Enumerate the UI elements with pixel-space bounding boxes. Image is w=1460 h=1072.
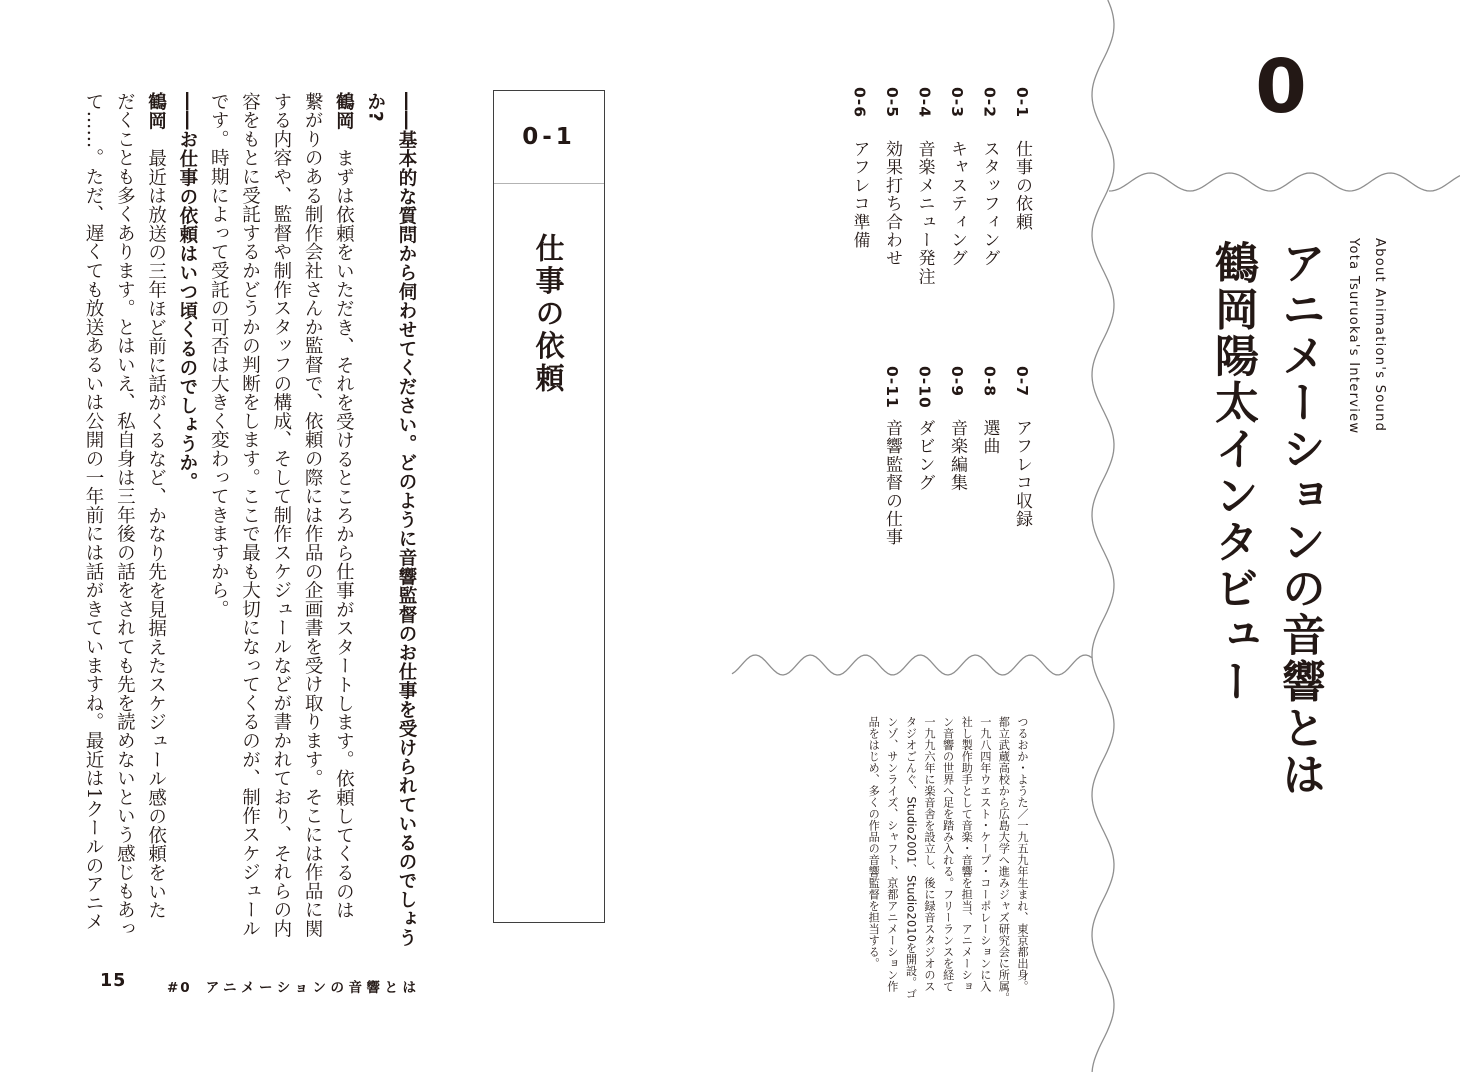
footer-chapter-title: アニメーションの音響とは: [205, 980, 421, 996]
body-text-column: 鶴岡 最近は放送の三年ほど前に話がくるなど、かなり先を見据えたスケジュール感の依頼をいた: [145, 92, 167, 920]
toc-item-number: 0-9: [948, 366, 966, 398]
body-text-column: 鶴岡 まずは依頼をいただき、それを受けるところから仕事がスタートします。依頼してくるのは: [333, 92, 355, 920]
chapter-title-line1: アニメーションの音響とは: [1274, 240, 1325, 798]
chapter-title-line2: 鶴岡陽太インタビュー: [1207, 240, 1258, 705]
toc-item: [973, 366, 1006, 646]
toc-item-label: 音楽編集: [947, 419, 967, 492]
body-text-column: 容をもとに受託するかどうかの判断をします。ここで最も大切になってくるのが、制作スケジュール: [239, 92, 261, 938]
toc-item-number: 0-7: [1013, 366, 1031, 398]
bio-column: 社し製作助手として音楽・音響を担当、アニメーショ: [960, 716, 974, 992]
toc-group-2: [876, 366, 1039, 646]
toc-item-number: 0-11: [883, 366, 901, 409]
toc-item: [941, 366, 974, 646]
toc-item-number: 0-10: [915, 366, 934, 409]
toc-item-label: 仕事の依頼: [1012, 140, 1032, 231]
interview-body: [76, 92, 422, 954]
toc-group-1: [843, 87, 1038, 367]
toc-item: [876, 366, 909, 646]
toc-item-label: スタッフィング: [979, 140, 1000, 268]
toc-item-number: 0-2: [980, 87, 999, 119]
bio-column: タジオごんぐ、Studio2001、Studio2010を開設。ゴ: [904, 716, 918, 1000]
toc-item-number: 0-1: [1013, 87, 1031, 119]
toc-item-number: 0-8: [980, 366, 999, 398]
toc-item-label: 選曲: [979, 419, 1000, 456]
bio-column: 品をはじめ、多くの作品の音響監督を担当する。: [867, 716, 881, 969]
toc-item: [1006, 366, 1039, 646]
bio-column: つるおか・ようた／一九五九年生まれ、東京都出身。: [1016, 716, 1029, 992]
toc-item-label: 音楽メニュー発注: [914, 140, 935, 286]
toc-item: [908, 366, 941, 646]
chapter-subtitle-en: [1340, 238, 1392, 434]
body-text-column: です。時期によって受託の可否は大きく変わってきますから。: [208, 92, 230, 619]
torn-edge-top-wave: [1109, 173, 1460, 191]
bio-column: 一九八四年ウエスト・ケープ・コーポレーションに入: [978, 716, 992, 992]
torn-edge-middle-wave: [732, 655, 1092, 675]
toc-item: [908, 87, 941, 367]
body-text-column: する内容や、監督や制作スタッフの構成、そして制作スケジュールなどが書かれており、それらの内: [270, 92, 292, 938]
bio-column: 都立武蔵高校から広島大学へ進みジャズ研究会に所属。: [997, 716, 1011, 1004]
toc-item-number: 0-5: [883, 87, 901, 119]
toc-item-label: ダビング: [914, 419, 935, 492]
body-text-column: だくことも多くあります。とはいえ、私自身は三年後の話をされても先を読めないという感じもあっ: [114, 92, 136, 938]
section-divider: [494, 183, 604, 184]
body-text-column: て……。ただ、遅くても放送あるいは公開の一年前には話がきていますね。最近は1クールのアニメ: [83, 92, 105, 932]
profile-bio: [864, 716, 1031, 1008]
bio-column: ンゾ、サンライズ、シャフト、京都アニメーション作: [885, 716, 899, 992]
toc-item-number: 0-3: [948, 87, 966, 119]
toc-item-label: キャスティング: [947, 140, 967, 268]
toc-item: [1006, 87, 1039, 367]
toc-item: [941, 87, 974, 367]
toc-item: [973, 87, 1006, 367]
bio-column: 一九九六年に楽音舎を設立し、後に録音スタジオのス: [923, 716, 937, 992]
toc-item-label: 効果打ち合わせ: [882, 140, 902, 268]
toc-item-label: 音響監督の仕事: [882, 419, 902, 547]
toc-item: [876, 87, 909, 367]
chapter-subtitle-en-line1: About Animation's Sound: [1372, 238, 1387, 433]
footer-chapter-ref: [167, 976, 421, 996]
section-header-box: [493, 90, 605, 923]
toc-item-number: 0-4: [915, 87, 934, 119]
section-title: 仕事の依頼: [531, 233, 566, 396]
footer-chapter-number: #0: [167, 980, 192, 996]
bio-column: ン音響の世界へ足を踏み入れる。フリーランスを経て: [941, 716, 955, 992]
body-text-column: 繋がりのある制作会社さんか監督で、依頼の際には作品の企画書を受け取ります。そこには作品に関: [302, 92, 324, 938]
body-text-column: ――お仕事の依頼はいつ頃くるのでしょうか。: [176, 92, 198, 491]
toc-item-label: アフレコ収録: [1012, 419, 1032, 529]
toc-item: [843, 87, 876, 367]
page-number: 15: [100, 971, 127, 991]
toc-item-label: アフレコ準備: [849, 140, 870, 250]
body-text-column: か?: [364, 92, 386, 123]
chapter-subtitle-en-line2: Yota Tsuruoka's Interview: [1346, 238, 1361, 435]
torn-edge-vertical-wave: [1092, 0, 1114, 1072]
toc-item-number: 0-6: [850, 87, 869, 119]
section-number: 0-1: [522, 124, 576, 150]
chapter-number: 0: [1255, 44, 1307, 130]
chapter-title: [1199, 240, 1333, 798]
body-text-column: ――基本的な質問から伺わせてください。どのように音響監督のお仕事を受けられているのでしょう: [396, 92, 417, 947]
